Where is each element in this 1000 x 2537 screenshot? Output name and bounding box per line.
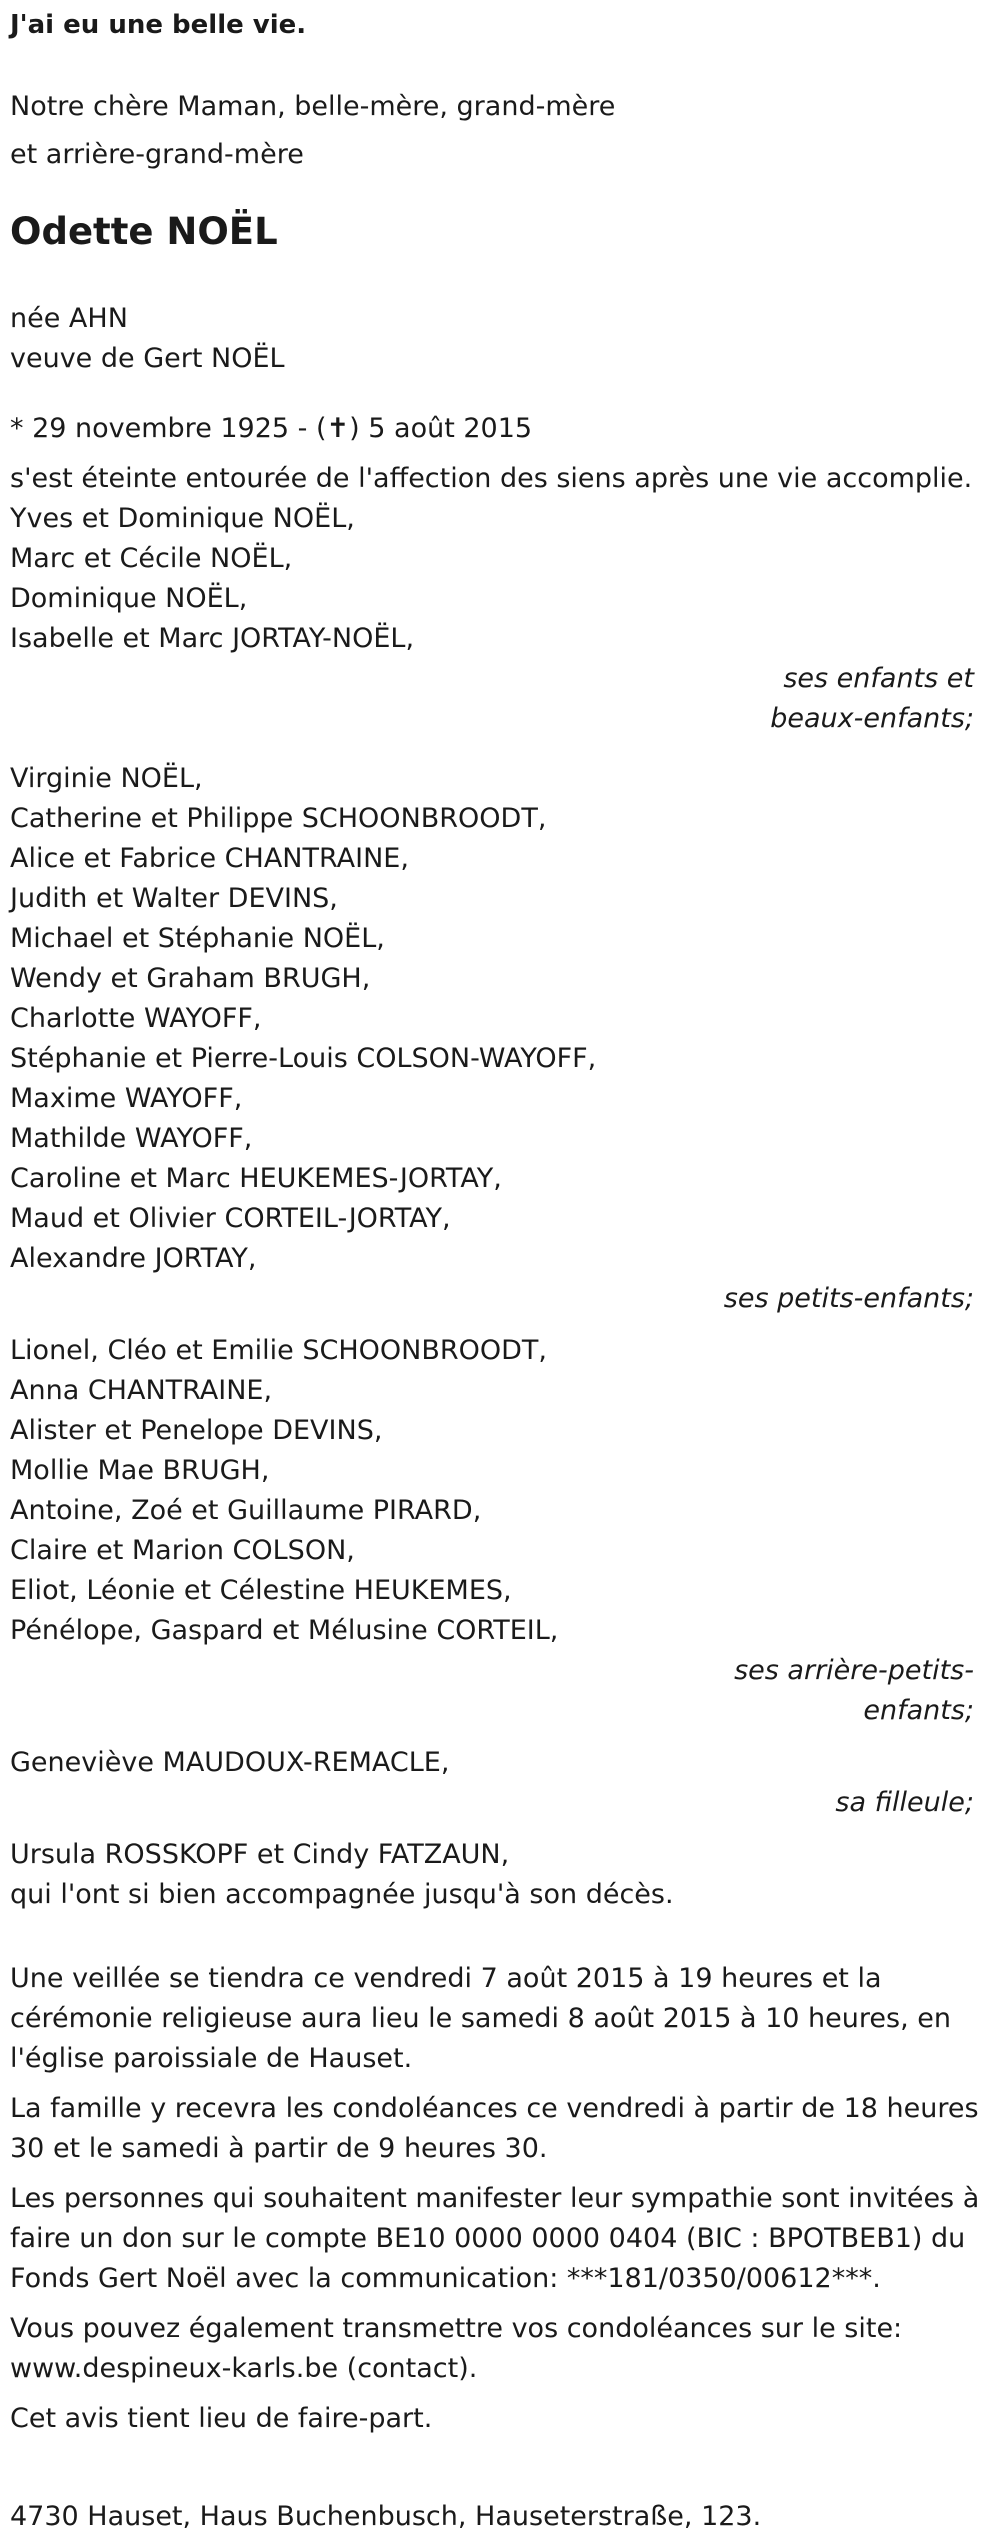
- paragraph-donation: [10, 2179, 980, 2299]
- intro: [10, 83, 980, 179]
- paragraph-line: cérémonie religieuse aura lieu le samedi 8 août 2015 à 10 heures, en: [10, 2003, 951, 2034]
- list-item: Antoine, Zoé et Guillaume PIRARD,: [10, 1495, 482, 1526]
- relation-line: enfants;: [863, 1695, 974, 1726]
- list-item: Catherine et Philippe SCHOONBROODT,: [10, 803, 547, 834]
- list-item: Lionel, Cléo et Emilie SCHOONBROODT,: [10, 1335, 548, 1366]
- relation-line: ses arrière-petits-: [734, 1655, 974, 1686]
- paragraph-line: Vous pouvez également transmettre vos condoléances sur le site:: [10, 2313, 903, 2344]
- children-relation: [10, 659, 980, 739]
- paragraph-line: Une veillée se tiendra ce vendredi 7 août 2015 à 19 heures et la: [10, 1963, 882, 1994]
- goddaughter-name: Geneviève MAUDOUX-REMACLE,: [10, 1747, 450, 1778]
- great-grandchildren-relation: [10, 1651, 980, 1731]
- passing-text: s'est éteinte entourée de l'affection des siens après une vie accomplie.: [10, 463, 973, 494]
- list-item: Caroline et Marc HEUKEMES-JORTAY,: [10, 1163, 502, 1194]
- widow-of: veuve de Gert NOËL: [10, 343, 285, 374]
- paragraph-website: [10, 2309, 980, 2389]
- paragraph-line: faire un don sur le compte BE10 0000 0000 0404 (BIC : BPOTBEB1) du: [10, 2223, 966, 2254]
- list-item: Anna CHANTRAINE,: [10, 1375, 273, 1406]
- life-dates: * 29 novembre 1925 - (✝) 5 août 2015: [10, 413, 533, 444]
- list-item: Alexandre JORTAY,: [10, 1243, 257, 1274]
- list-item: Pénélope, Gaspard et Mélusine CORTEIL,: [10, 1615, 559, 1646]
- maiden-name: née AHN: [10, 303, 128, 334]
- grandchildren-list: [10, 759, 980, 1279]
- relation-line: ses petits-enfants;: [723, 1283, 974, 1314]
- intro-line: Notre chère Maman, belle-mère, grand-mère: [10, 91, 616, 122]
- motto: J'ai eu une belle vie.: [10, 10, 307, 40]
- obituary-notice: [0, 5, 1000, 2537]
- list-item: Eliot, Léonie et Célestine HEUKEMES,: [10, 1575, 512, 1606]
- list-item: Maud et Olivier CORTEIL-JORTAY,: [10, 1203, 451, 1234]
- paragraph-line: l'église paroissiale de Hauset.: [10, 2043, 413, 2074]
- list-item: Maxime WAYOFF,: [10, 1083, 243, 1114]
- goddaughter-relation: sa filleule;: [835, 1787, 974, 1818]
- list-item: Isabelle et Marc JORTAY-NOËL,: [10, 623, 415, 654]
- intro-line: et arrière-grand-mère: [10, 139, 304, 170]
- children-list: [10, 499, 980, 659]
- caregivers: [10, 1835, 980, 1915]
- list-item: Michael et Stéphanie NOËL,: [10, 923, 385, 954]
- identity-block: [10, 299, 980, 379]
- relation-line: beaux-enfants;: [770, 703, 974, 734]
- list-item: Alice et Fabrice CHANTRAINE,: [10, 843, 409, 874]
- paragraph-line: La famille y recevra les condoléances ce vendredi à partir de 18 heures: [10, 2093, 979, 2124]
- list-item: Virginie NOËL,: [10, 763, 203, 794]
- list-item: Mathilde WAYOFF,: [10, 1123, 253, 1154]
- great-grandchildren-list: [10, 1331, 980, 1651]
- list-item: Judith et Walter DEVINS,: [10, 883, 338, 914]
- paragraph-line: www.despineux-karls.be (contact).: [10, 2353, 478, 2384]
- caregivers-line: qui l'ont si bien accompagnée jusqu'à son décès.: [10, 1879, 674, 1910]
- relation-line: ses enfants et: [783, 663, 974, 694]
- list-item: Stéphanie et Pierre-Louis COLSON-WAYOFF,: [10, 1043, 597, 1074]
- paragraph-notice: [10, 2399, 980, 2439]
- caregivers-line: Ursula ROSSKOPF et Cindy FATZAUN,: [10, 1839, 510, 1870]
- paragraph-line: Les personnes qui souhaitent manifester leur sympathie sont invitées à: [10, 2183, 980, 2214]
- paragraph-line: 30 et le samedi à partir de 9 heures 30.: [10, 2133, 548, 2164]
- list-item: Claire et Marion COLSON,: [10, 1535, 355, 1566]
- paragraph-vigil: [10, 1959, 980, 2079]
- list-item: Yves et Dominique NOËL,: [10, 503, 355, 534]
- grandchildren-relation: [10, 1279, 980, 1319]
- list-item: Mollie Mae BRUGH,: [10, 1455, 270, 1486]
- paragraph-condolences: [10, 2089, 980, 2169]
- list-item: Alister et Penelope DEVINS,: [10, 1415, 383, 1446]
- paragraph-line: Fonds Gert Noël avec la communication: ***181/0350/00612***.: [10, 2263, 881, 2294]
- list-item: Marc et Cécile NOËL,: [10, 543, 293, 574]
- list-item: Dominique NOËL,: [10, 583, 248, 614]
- paragraph-line: Cet avis tient lieu de faire-part.: [10, 2403, 433, 2434]
- address: 4730 Hauset, Haus Buchenbusch, Hauseterstraße, 123.: [10, 2501, 762, 2532]
- deceased-name: Odette NOËL: [10, 210, 278, 253]
- list-item: Wendy et Graham BRUGH,: [10, 963, 371, 994]
- list-item: Charlotte WAYOFF,: [10, 1003, 262, 1034]
